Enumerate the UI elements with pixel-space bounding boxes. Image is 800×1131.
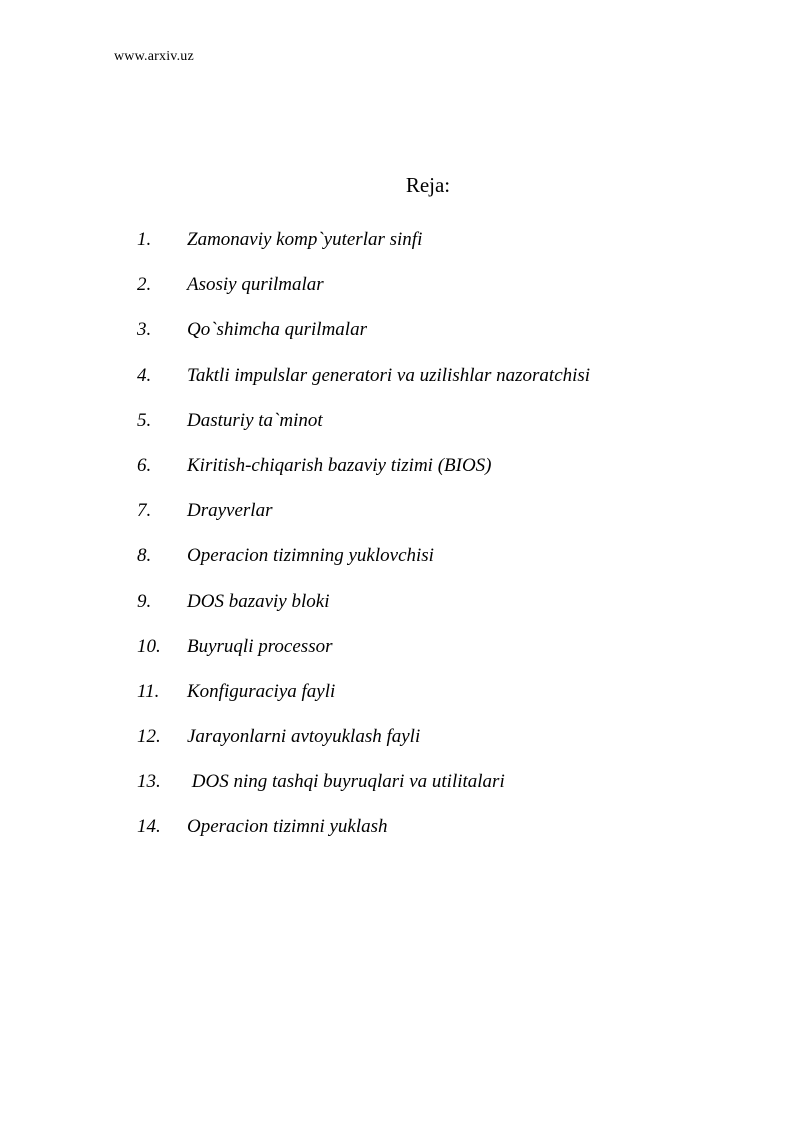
plan-item-number: 10. — [137, 635, 161, 657]
plan-item — [137, 272, 590, 317]
plan-item-number: 4. — [137, 364, 152, 386]
plan-item-text: Jarayonlarni avtoyuklash fayli — [187, 726, 421, 748]
plan-item-text: Dasturiy ta`minot — [187, 409, 323, 431]
plan-item-text: DOS bazaviy bloki — [187, 590, 330, 612]
plan-item-text: Drayverlar — [187, 500, 273, 522]
plan-item-text: Operacion tizimni yuklash — [187, 816, 388, 838]
plan-item-number: 9. — [137, 590, 152, 612]
plan-item-text: Operacion tizimning yuklovchisi — [187, 545, 434, 567]
plan-item — [137, 498, 590, 543]
plan-item — [137, 408, 590, 453]
plan-item-text: Taktli impulslar generatori va uzilishlar nazoratchisi — [187, 364, 591, 386]
plan-item-text: Buyruqli processor — [187, 635, 333, 657]
plan-item — [137, 317, 590, 362]
plan-item — [137, 589, 590, 634]
plan-item-number: 2. — [137, 274, 152, 296]
plan-item-number: 5. — [137, 409, 152, 431]
plan-item — [137, 453, 590, 498]
header-url: www.arxiv.uz — [114, 49, 194, 64]
plan-item-text: Zamonaviy komp`yuterlar sinfi — [187, 229, 423, 250]
plan-item-number: 11. — [137, 680, 160, 702]
plan-item-text: DOS ning tashqi buyruqlari va utilitalari — [187, 771, 505, 793]
plan-item — [137, 679, 590, 724]
plan-item-number: 6. — [137, 454, 152, 476]
plan-title: Reja: — [405, 173, 451, 197]
plan-list — [137, 227, 590, 860]
plan-item — [137, 769, 590, 814]
plan-item-text: Konfiguraciya fayli — [187, 680, 336, 702]
plan-item — [137, 543, 590, 588]
plan-item — [137, 363, 590, 408]
plan-item — [137, 634, 590, 679]
plan-item-text: Kiritish-chiqarish bazaviy tizimi (BIOS) — [187, 454, 492, 476]
plan-item-number: 1. — [137, 229, 152, 250]
plan-item-number: 12. — [137, 726, 161, 748]
plan-item-number: 14. — [137, 816, 161, 838]
plan-item — [137, 227, 590, 272]
plan-item-number: 7. — [137, 500, 152, 522]
plan-item-text: Asosiy qurilmalar — [187, 274, 324, 296]
plan-item — [137, 724, 590, 769]
plan-item-number: 8. — [137, 545, 152, 567]
plan-item-text: Qo`shimcha qurilmalar — [187, 319, 367, 341]
plan-item-number: 13. — [137, 771, 161, 793]
plan-item — [137, 814, 590, 859]
plan-item-number: 3. — [137, 319, 152, 341]
